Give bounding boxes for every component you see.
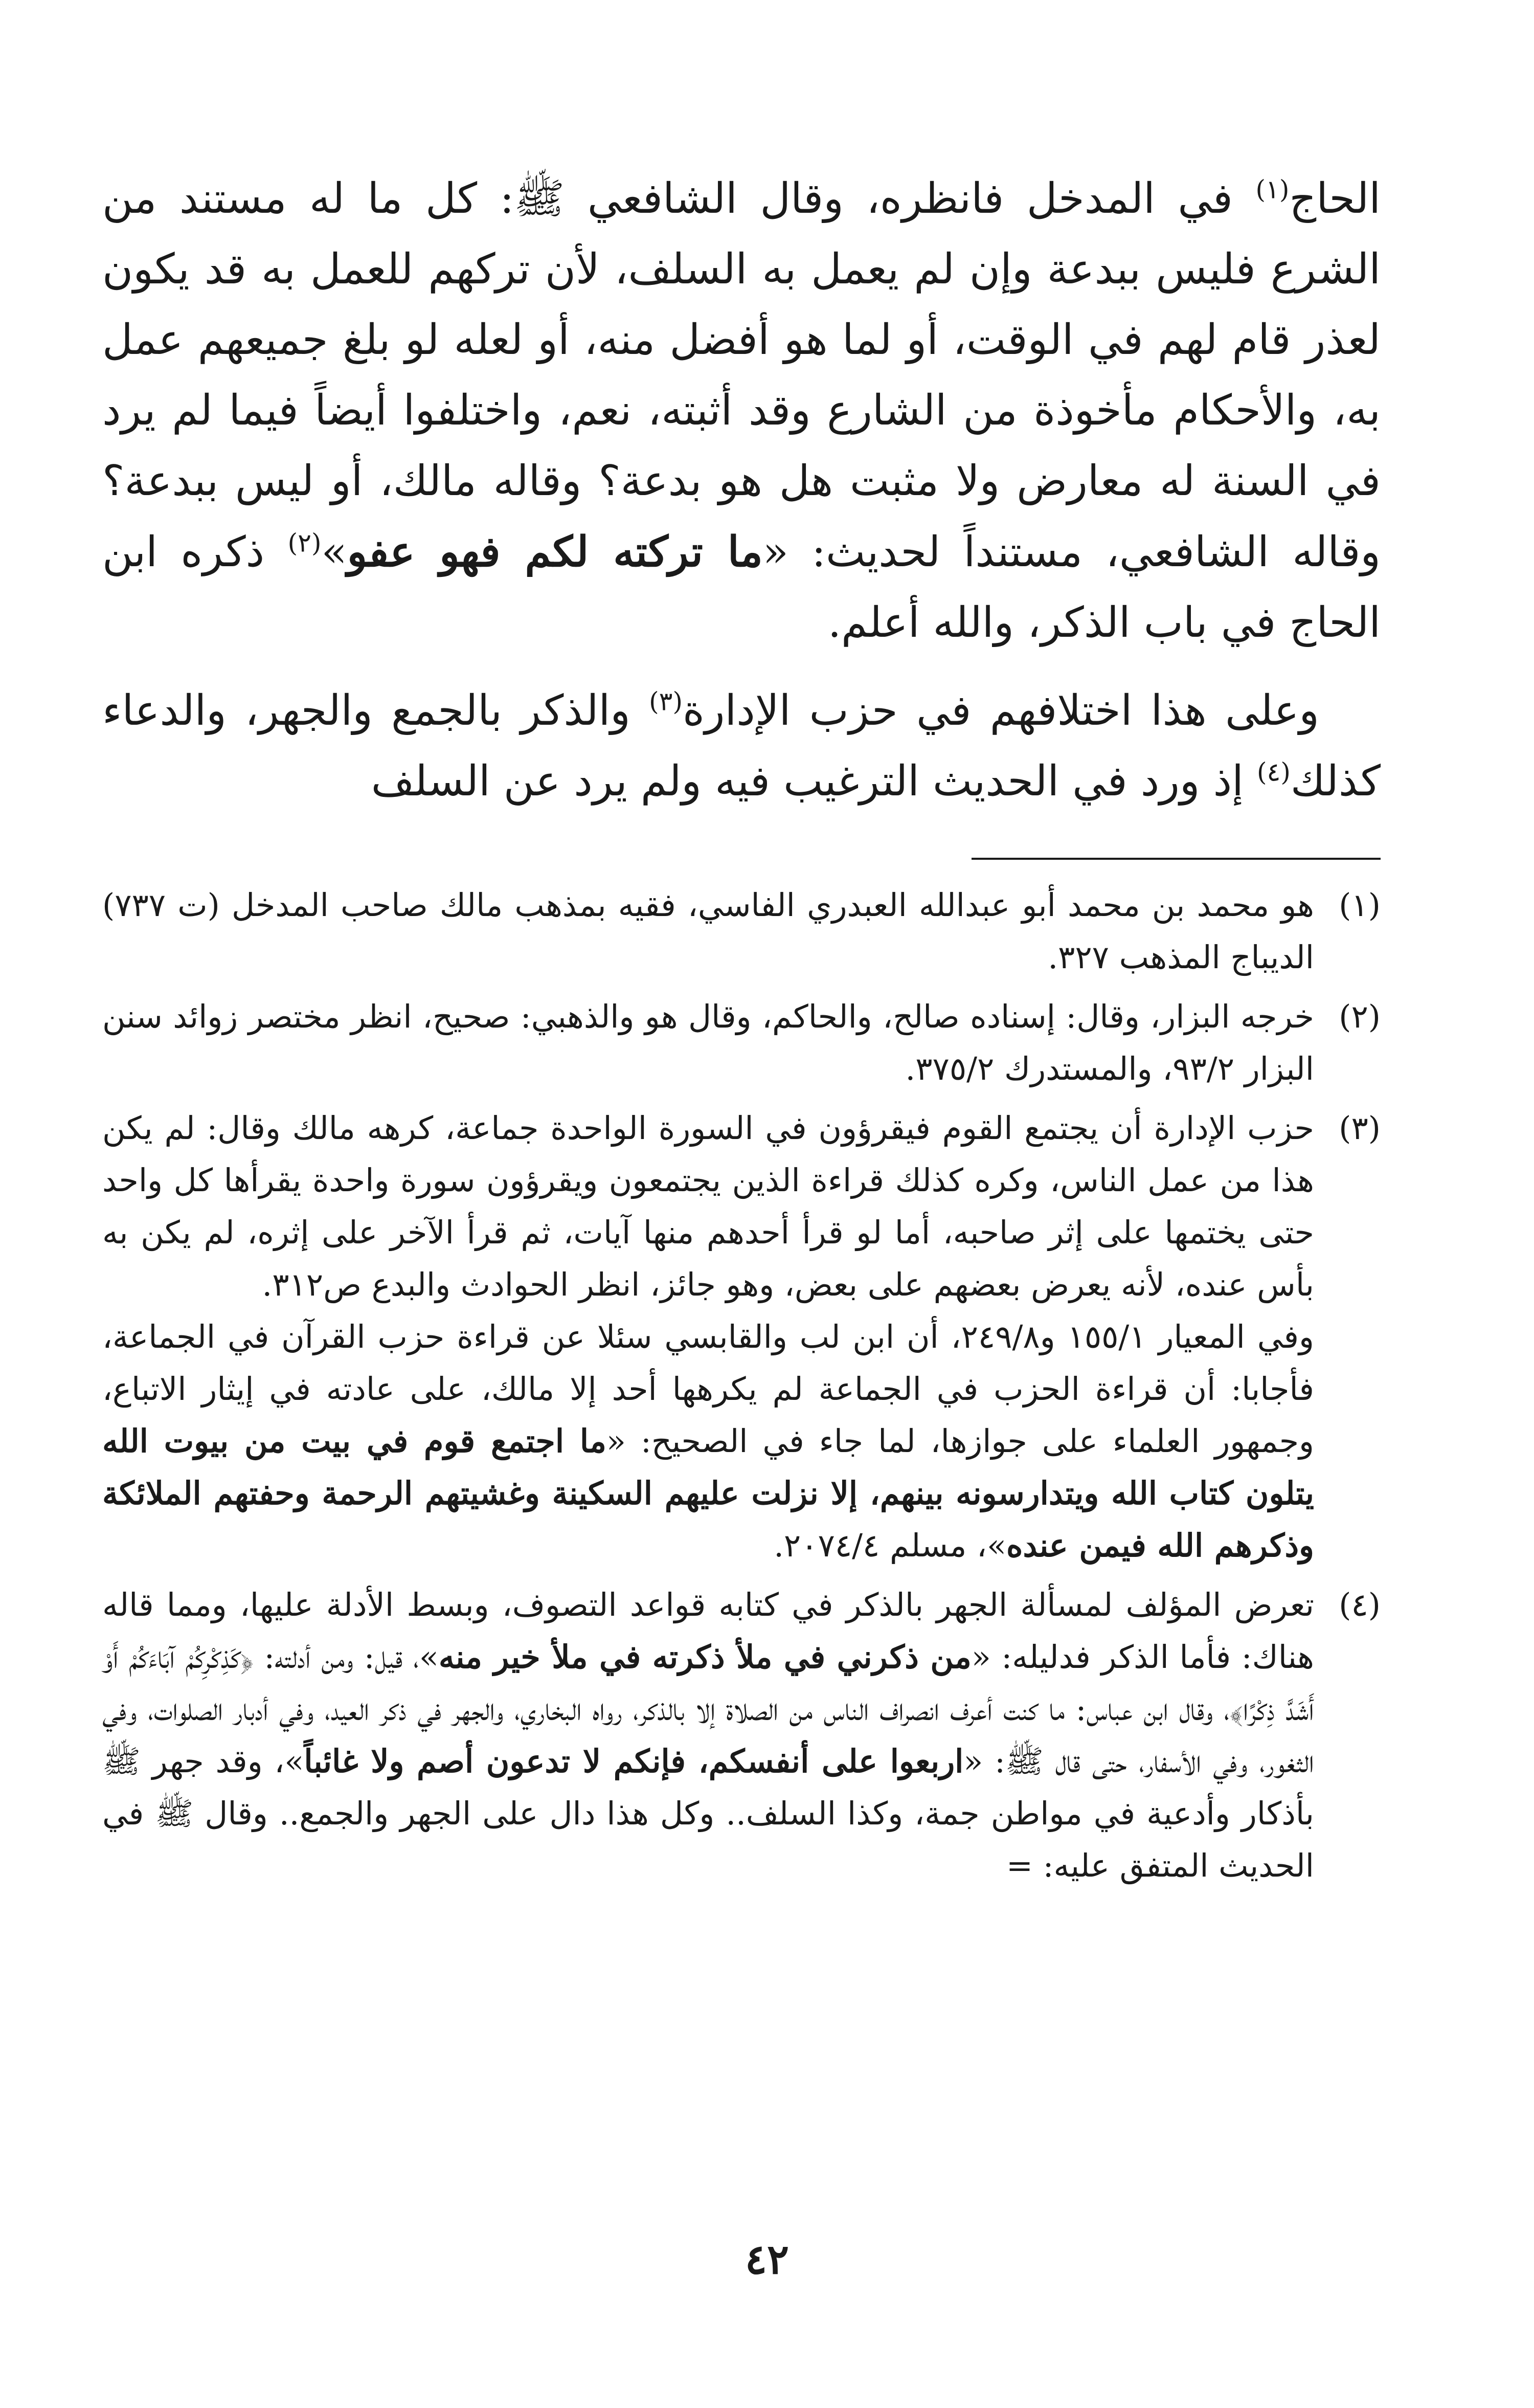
footnote-4 bbox=[102, 1579, 1381, 1892]
footnote-2 bbox=[102, 991, 1381, 1095]
text-span: الحاج bbox=[1289, 174, 1381, 223]
text-span: »، مسلم ٢٠٧٤/٤. bbox=[774, 1527, 1006, 1564]
footnote-body bbox=[102, 991, 1314, 1095]
text-span: تعرض المؤلف لمسألة الجهر بالذكر في كتابه قواعد التصوف، وبسط الأدلة عليها، ومما قاله هناك: فأما الذكر فدليله: « bbox=[102, 1586, 1315, 1676]
footnote-ref-4: (٤) bbox=[1256, 757, 1291, 787]
footnote-number: (٢) bbox=[1339, 998, 1381, 1035]
hadith-quote: ما تركته لكم فهو عفو bbox=[347, 527, 763, 576]
footnote-divider bbox=[972, 858, 1381, 860]
hadith-quote: اربعوا على أنفسكم، فإنكم لا تدعون أصم ولا غائباً bbox=[304, 1743, 964, 1780]
text-span: » bbox=[321, 528, 347, 576]
main-text bbox=[102, 164, 1381, 817]
text-span: »، وقد جهر ﷺ بأذكار وأدعية في مواطن جمة، وكذا السلف.. وكل هذا دال على الجهر والجمع.. وقال ﷺ في الحديث المتفق عليه: = bbox=[102, 1743, 1314, 1884]
text-span: وفي المعيار ١٥٥/١ و٢٤٩/٨، أن ابن لب والقابسي سئلا عن قراءة حزب القرآن في الجماعة، فأجابا: أن قراءة الحزب في الجماعة لم يكرهها أحد إلا مالك، على عادته في إيثار الاتباع، وجمهور العلماء على جوازها، لما جاء في الصحيح: « bbox=[102, 1318, 1315, 1460]
footnote-body bbox=[102, 879, 1314, 984]
footnote-number: (١) bbox=[1339, 886, 1381, 924]
footnote-text: حزب الإدارة أن يجتمع القوم فيقرؤون في السورة الواحدة جماعة، كرهه مالك وقال: لم يكن هذا من عمل الناس، وكره كذلك قراءة الذين يجتمعون ويقرؤون سورة واحدة يقرأها كل واحد حتى يختمها على إثر صاحبه، أما لو قرأ أحدهم منها آيات، ثم قرأ الآخر على إثره، لم يكن به بأس عنده، لأنه يعرض بعضهم على بعض، وهو جائز، انظر الحوادث والبدع ص٣١٢. bbox=[102, 1109, 1314, 1303]
footnote-text: هو محمد بن محمد أبو عبدالله العبدري الفاسي، فقيه بمذهب مالك صاحب المدخل (ت ٧٣٧) الديباج المذهب ٣٢٧. bbox=[102, 886, 1314, 976]
footnotes bbox=[102, 879, 1381, 1892]
page-content bbox=[102, 164, 1381, 1899]
footnote-body bbox=[102, 1579, 1314, 1892]
footnote-3 bbox=[102, 1102, 1381, 1572]
text-span: والذكر بالجمع والجهر، والدعاء كذلك bbox=[102, 686, 1381, 806]
footnote-number: (٤) bbox=[1339, 1586, 1381, 1623]
footnote-text: خرجه البزار، وقال: إسناده صالح، والحاكم، وقال هو والذهبي: صحيح، انظر مختصر زوائد سنن البزار ٩٣/٢، والمستدرك ٣٧٥/٢. bbox=[102, 998, 1314, 1087]
footnote-1 bbox=[102, 879, 1381, 984]
footnote-ref-1: (١) bbox=[1255, 174, 1290, 205]
text-span: وعلى هذا اختلافهم في حزب الإدارة bbox=[682, 686, 1319, 735]
page-number: ٤٢ bbox=[745, 2235, 789, 2283]
text-span: ذكره ابن الحاج في باب الذكر، والله أعلم. bbox=[102, 528, 1381, 647]
footnote-ref-3: (٣) bbox=[649, 686, 683, 717]
paragraph-2 bbox=[102, 676, 1381, 817]
text-span: في المدخل فانظره، وقال الشافعي ﷺ: كل ما له مستند من الشرع فليس ببدعة وإن لم يعمل به السلف، لأن تركهم للعمل به قد يكون لعذر قام لهم في الوقت، أو لما هو أفضل منه، أو لعله لو بلغ جميعهم عمل به، والأحكام مأخوذة من الشارع وقد أثبته، نعم، واختلفوا أيضاً فيما لم يرد في السنة له معارض ولا مثبت هل هو بدعة؟ وقاله مالك، أو ليس ببدعة؟ وقاله الشافعي، مستنداً لحديث: « bbox=[102, 174, 1381, 576]
footnote-text bbox=[102, 1579, 1314, 1892]
hadith-quote: ما اجتمع قوم في بيت من بيوت الله يتلون كتاب الله ويتدارسونه بينهم، إلا نزلت عليهم السكينة وغشيتهم الرحمة وحفتهم الملائكة وذكرهم الله فيمن عنده bbox=[102, 1422, 1314, 1564]
text-span: إذ ورد في الحديث الترغيب فيه ولم يرد عن السلف bbox=[371, 757, 1257, 806]
hadith-quote: من ذكرني في ملأ ذكرته في ملأ خير منه bbox=[438, 1638, 972, 1676]
footnote-body bbox=[102, 1102, 1314, 1572]
paragraph-1 bbox=[102, 164, 1381, 658]
footnote-number: (٣) bbox=[1339, 1109, 1381, 1147]
text-span: »، قيل: ومن أدلته: ﴿كَذِكْرِكُمْ آبَاءَكُمْ أَوْ أَشَدَّ ذِكْرًا﴾، وقال ابن عباس: ما كنت أعرف انصراف الناس من الصلاة إلا بالذكر، رواه البخاري، والجهر في ذكر العيد، وفي أدبار الصلوات، وفي الثغور، وفي الأسفار، حتى قال ﷺ: « bbox=[102, 1638, 1315, 1780]
footnote-text bbox=[102, 1311, 1314, 1572]
footnote-ref-2: (٢) bbox=[287, 528, 322, 558]
